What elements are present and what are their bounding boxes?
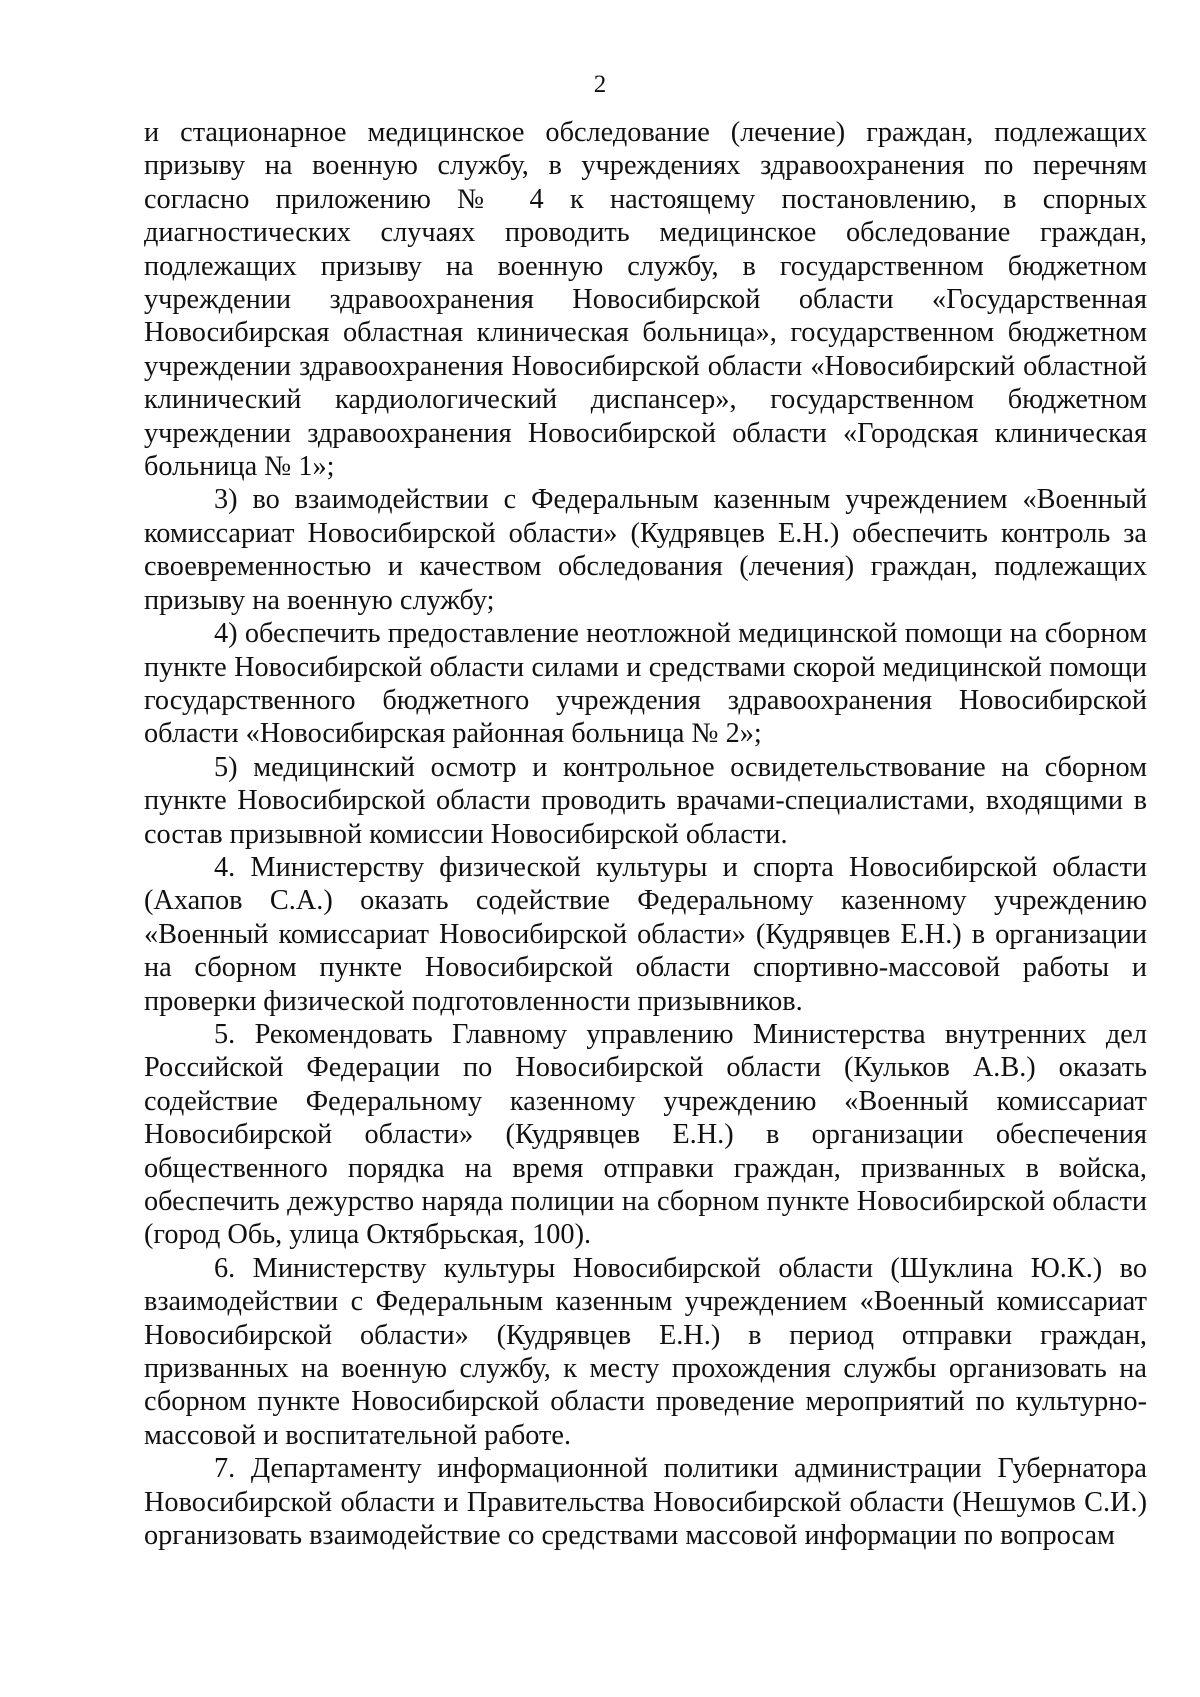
document-body xyxy=(144,116,1147,1552)
paragraph-item-5: 5) медицинский осмотр и контрольное освидетельствование на сборном пункте Новосибирской области проводить врачами-специалистами, входящими в состав призывной комиссии Новосибирской области. xyxy=(144,751,1147,850)
paragraph-item-4: 4) обеспечить предоставление неотложной медицинской помощи на сборном пункте Новосибирской области силами и средствами скорой медицинской помощи государственного бюджетного учреждения здравоохранения Новосибирской области «Новосибирская районная больница № 2»; xyxy=(144,618,1147,750)
paragraph-section-7: 7. Департаменту информационной политики администрации Губернатора Новосибирской области и Правительства Новосибирской области (Нешумов С.И.) организовать взаимодействие со средствами массовой информации по вопросам xyxy=(144,1453,1147,1552)
paragraph-section-5: 5. Рекомендовать Главному управлению Министерства внутренних дел Российской Федерации по Новосибирской области (Кульков А.В.) оказать содействие Федеральному казенному учреждению «Военный комиссариат Новосибирской области» (Кудрявцев Е.Н.) в организации обеспечения общественного порядка на время отправки граждан, призванных в войска, обеспечить дежурство наряда полиции на сборном пункте Новосибирской области (город Обь, улица Октябрьская, 100). xyxy=(144,1018,1147,1251)
paragraph-section-6: 6. Министерству культуры Новосибирской области (Шуклина Ю.К.) во взаимодействии с Федеральным казенным учреждением «Военный комиссариат Новосибирской области» (Кудрявцев Е.Н.) в период отправки граждан, призванных на военную службу, к месту прохождения службы организовать на сборном пункте Новосибирской области проведение мероприятий по культурно-массовой и воспитательной работе. xyxy=(144,1252,1147,1451)
page-number: 2 xyxy=(593,71,607,98)
paragraph-continuation: и стационарное медицинское обследование (лечение) граждан, подлежащих призыву на военную службу, в учреждениях здравоохранения по перечням согласно приложению № 4 к настоящему постановлению, в спорных диагностических случаях проводить медицинское обследование граждан, подлежащих призыву на военную службу, в государственном бюджетном учреждении здравоохранения Новосибирской области «Государственная Новосибирская областная клиническая больница», государственном бюджетном учреждении здравоохранения Новосибирской области «Новосибирский областной клинический кардиологический диспансер», государственном бюджетном учреждении здравоохранения Новосибирской области «Городская клиническая больница № 1»; xyxy=(144,117,1147,483)
paragraph-section-4: 4. Министерству физической культуры и спорта Новосибирской области (Ахапов С.А.) оказать содействие Федеральному казенному учреждению «Военный комиссариат Новосибирской области» (Кудрявцев Е.Н.) в организации на сборном пункте Новосибирской области спортивно-массовой работы и проверки физической подготовленности призывников. xyxy=(144,851,1147,1017)
paragraph-item-3: 3) во взаимодействии с Федеральным казенным учреждением «Военный комиссариат Новосибирской области» (Кудрявцев Е.Н.) обеспечить контроль за своевременностью и качеством обследования (лечения) граждан, подлежащих призыву на военную службу; xyxy=(144,484,1147,616)
